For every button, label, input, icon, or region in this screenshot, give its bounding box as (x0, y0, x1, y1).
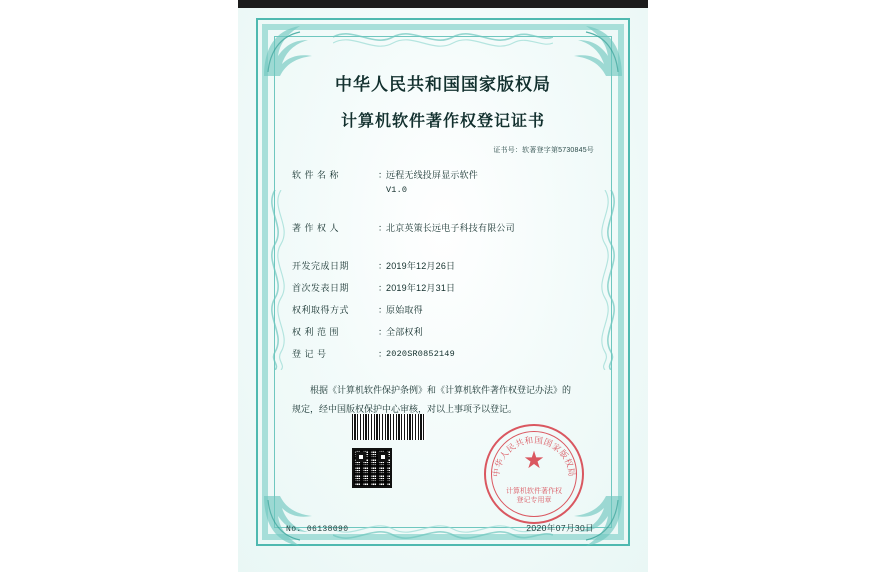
field-row (292, 169, 600, 197)
spacer (292, 206, 600, 222)
field-label: 著 作 权 人 (292, 223, 340, 233)
field-colon: ： (378, 223, 388, 233)
seal-line-2: 登记专用章 (516, 497, 552, 504)
seal-arc-text (486, 426, 582, 522)
field-value: 北京英策长远电子科技有限公司 (386, 223, 515, 233)
field-value (386, 169, 600, 197)
field-row (292, 304, 600, 317)
field-value-text: 远程无线投屏显示软件 (386, 170, 479, 180)
field-colon: ： (378, 349, 388, 359)
field-colon: ： (378, 327, 388, 337)
field-label: 软 件 名 称 (292, 170, 340, 180)
field-label: 首次发表日期 (292, 283, 350, 293)
field-value-text-second-line: V1.0 (386, 185, 408, 195)
field-value: 原始取得 (386, 305, 423, 315)
field-row (292, 326, 600, 339)
edge-ornament-icon (598, 190, 624, 370)
certificate-title: 计算机软件著作权登记证书 (340, 113, 545, 130)
qr-code-icon (352, 448, 392, 488)
field-colon: ： (378, 170, 388, 180)
field-colon: ： (378, 305, 388, 315)
field-label: 开发完成日期 (292, 261, 350, 271)
field-row (292, 222, 600, 235)
spacer (292, 244, 600, 260)
official-seal (484, 424, 584, 524)
field-value: 2020SR0852149 (386, 349, 455, 359)
serial-number (286, 525, 348, 534)
field-row (292, 348, 600, 361)
statement-line-1: 根据《计算机软件保护条例》和《计算机软件著作权登记办法》的 (310, 385, 572, 395)
serial-value: 06138090 (306, 525, 349, 534)
field-colon: ： (378, 283, 388, 293)
field-label: 权利取得方式 (292, 305, 350, 315)
issuer-title: 中华人民共和国国家版权局 (335, 75, 551, 94)
scan-top-band (238, 0, 648, 8)
statement-line-2: 规定，经中国版权保护中心审核，对以上事项予以登记。 (292, 404, 518, 414)
field-colon: ： (378, 261, 388, 271)
svg-text:中华人民共和国国家版权局: 中华人民共和国国家版权局 (490, 434, 578, 478)
seal-bottom-text (486, 487, 582, 505)
field-value: 2019年12月31日 (386, 283, 456, 293)
field-value: 2019年12月26日 (386, 261, 456, 271)
edge-ornament-icon (262, 190, 288, 370)
edge-ornament-icon (333, 24, 553, 50)
fields-list (286, 169, 600, 361)
certificate-number: 证书号：软著登字第5730845号 (493, 147, 594, 154)
issue-date: 2020年07月30日 (526, 523, 594, 533)
certificate-document (238, 0, 648, 572)
field-row (292, 260, 600, 273)
serial-label: No. (286, 525, 302, 534)
field-row (292, 282, 600, 295)
barcode-icon (352, 414, 426, 440)
seal-line-1: 计算机软件著作权 (506, 488, 562, 495)
field-label: 登 记 号 (292, 349, 327, 359)
field-value: 全部权利 (386, 327, 423, 337)
certificate-footer (286, 414, 600, 534)
star-icon: ★ (523, 446, 545, 474)
field-label: 权 利 范 围 (292, 327, 340, 337)
